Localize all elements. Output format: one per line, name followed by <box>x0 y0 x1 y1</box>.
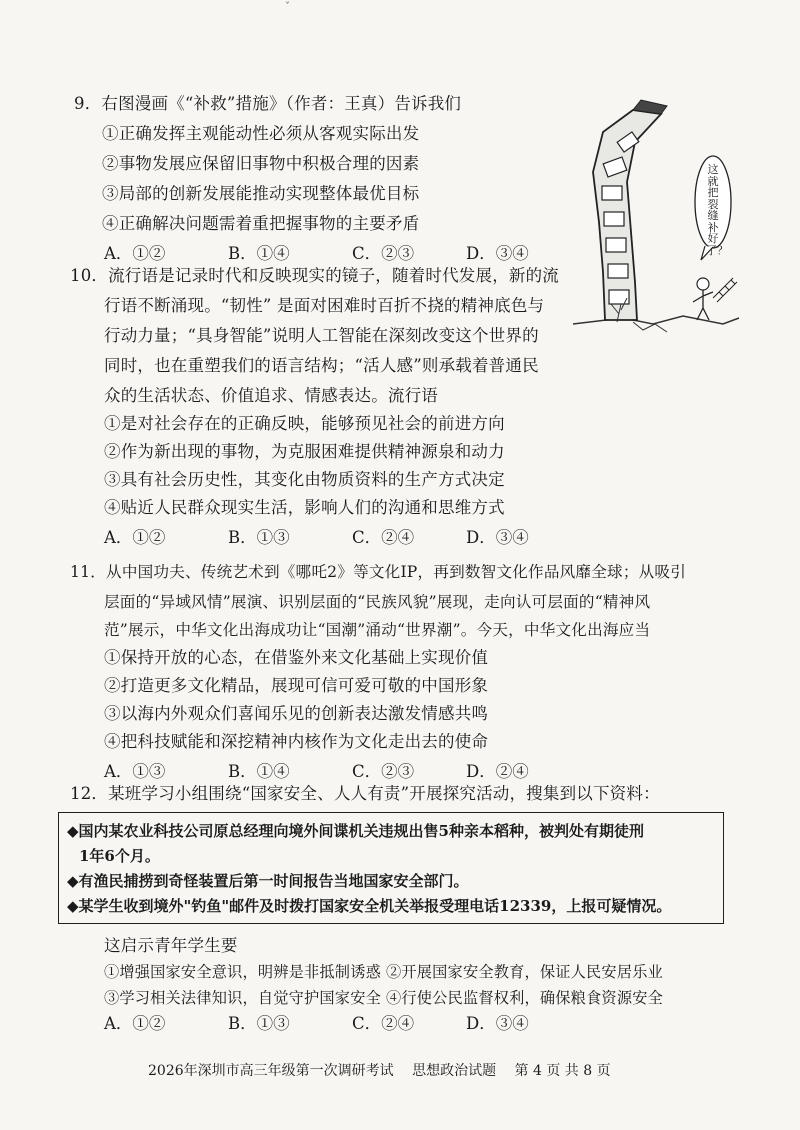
q12-items-line-2: ③学习相关法律知识，自觉守护国家安全 ④行使公民监督权利，确保粮食资源安全 <box>104 989 663 1007</box>
q12-material-2: ◆有渔民捕捞到奇怪装置后第一时间报告当地国家安全部门。 <box>67 872 469 890</box>
q10-item-2: ②作为新出现的事物，为克服困难提供精神源泉和动力 <box>104 442 505 461</box>
scan-mark: ˇ <box>285 2 290 13</box>
q11-choice-b: B．①④ <box>228 762 290 781</box>
q12-material-1: ◆国内某农业科技公司原总经理向境外间谍机关违规出售5种亲本稻种，被判处有期徒刑 <box>67 822 644 840</box>
q10-item-1: ①是对社会存在的正确反映，能够预见社会的前进方向 <box>104 414 505 433</box>
q10-stem-line-2: 行语不断涌现。“韧性” 是面对困难时百折不挠的精神底色与 <box>104 296 545 315</box>
q10-stem-line-4: 同时，也在重塑我们的语言结构；“活人感”则承载着普通民 <box>104 356 539 375</box>
q11-stem-line-2: 层面的“异域风情”展演、识别层面的“民族风貌”展现，走向认可层面的“精神风 <box>104 593 651 611</box>
q11-stem-line-1: 11．从中国功夫、传统艺术到《哪吒2》等文化IP，再到数智文化作品风靡全球；从吸引 <box>70 563 686 581</box>
footer-page-number: 第 4 页 共 8 页 <box>514 1063 611 1079</box>
q10-stem-line-1: 10．流行语是记录时代和反映现实的镜子，随着时代发展，新的流 <box>70 266 559 285</box>
q12-items-line-1: ①增强国家安全意识，明辨是非抵制诱惑 ②开展国家安全教育，保证人民安居乐业 <box>104 963 663 981</box>
q12-material-3: ◆某学生收到境外"钓鱼"邮件及时拨打国家安全机关举报受理电话12339，上报可疑情况。 <box>67 897 672 915</box>
q12-material-1-cont: 1年6个月。 <box>79 847 160 865</box>
cartoon-speech-bubble: 这就把裂缝补好了？ <box>706 163 728 257</box>
q10-choice-c: C．②④ <box>352 528 415 547</box>
q9-item-1: ①正确发挥主观能动性必须从客观实际出发 <box>102 124 420 143</box>
q11-item-3: ③以海内外观众们喜闻乐见的创新表达激发情感共鸣 <box>104 704 489 723</box>
q9-choice-c: C．②③ <box>352 244 415 263</box>
q12-prompt: 这启示青年学生要 <box>104 936 238 955</box>
q12-choice-b: B．①③ <box>228 1014 290 1033</box>
q11-item-4: ④把科技赋能和深挖精神内核作为文化走出去的使命 <box>104 732 489 751</box>
q12-stem: 12．某班学习小组围绕“国家安全、人人有责”开展探究活动，搜集到以下资料： <box>70 784 660 803</box>
q11-item-1: ①保持开放的心态，在借鉴外来文化基础上实现价值 <box>104 648 489 667</box>
q12-choice-a: A．①② <box>104 1014 166 1033</box>
q10-stem-line-3: 行动力量；“具身智能”说明人工智能在深刻改变这个世界的 <box>104 326 539 345</box>
q9-choice-d: D．③④ <box>466 244 529 263</box>
q9-item-3: ③局部的创新发展能推动实现整体最优目标 <box>102 184 420 203</box>
q11-choice-c: C．②③ <box>352 762 415 781</box>
q11-stem-line-3: 范”展示，中华文化出海成功让“国潮”涌动“世界潮”。今天，中华文化出海应当 <box>104 621 651 639</box>
q11-choice-d: D．②④ <box>466 762 529 781</box>
cartoon-illustration <box>563 92 743 342</box>
q9-item-4: ④正确解决问题需着重把握事物的主要矛盾 <box>102 214 420 233</box>
q9-stem: 9．右图漫画《“补救”措施》（作者：王真）告诉我们 <box>74 94 462 113</box>
q10-item-4: ④贴近人民群众现实生活，影响人们的沟通和思维方式 <box>104 498 505 517</box>
footer-subject: 思想政治试题 <box>412 1063 497 1079</box>
q12-choice-d: D．③④ <box>466 1014 529 1033</box>
q11-item-2: ②打造更多文化精品，展现可信可爱可敬的中国形象 <box>104 676 489 695</box>
q10-item-3: ③具有社会历史性，其变化由物质资料的生产方式决定 <box>104 470 505 489</box>
q10-choice-a: A．①② <box>104 528 166 547</box>
q9-choice-b: B．①④ <box>228 244 290 263</box>
page-footer <box>148 1060 625 1080</box>
q10-choice-b: B．①③ <box>228 528 290 547</box>
q10-stem-line-5: 众的生活状态、价值追求、情感表达。流行语 <box>104 386 438 405</box>
q11-choice-a: A．①③ <box>104 762 166 781</box>
footer-exam-name: 2026年深圳市高三年级第一次调研考试 <box>148 1063 394 1079</box>
q9-choice-a: A．①② <box>104 244 166 263</box>
q12-materials-box <box>58 812 724 924</box>
q12-choice-c: C．②④ <box>352 1014 415 1033</box>
q9-item-2: ②事物发展应保留旧事物中积极合理的因素 <box>102 154 420 173</box>
q10-choice-d: D．③④ <box>466 528 529 547</box>
